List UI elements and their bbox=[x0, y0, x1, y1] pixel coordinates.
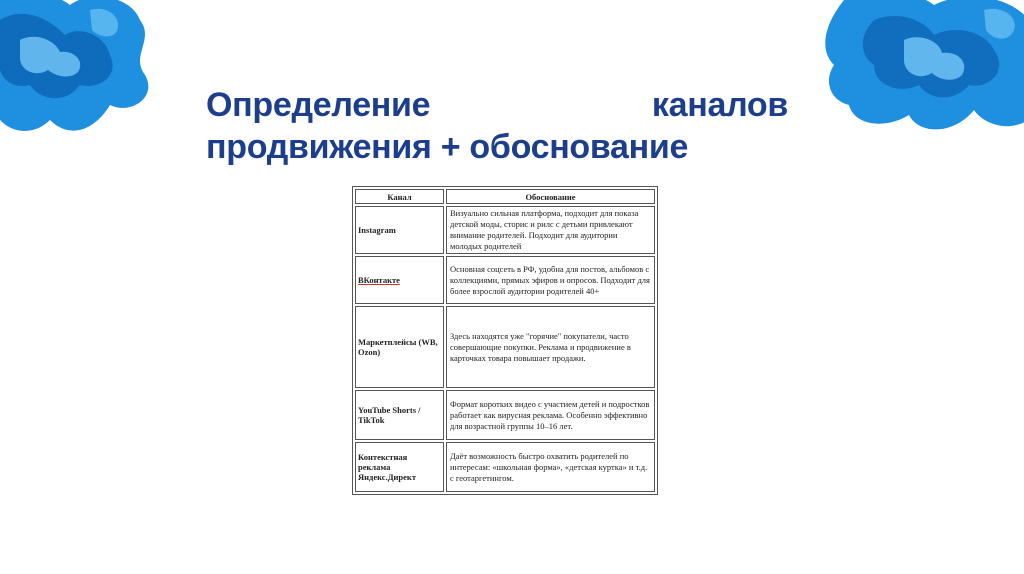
justification-cell: Здесь находятся уже "горячие" покупатели, часто совершающие покупки. Реклама и продвижение в карточках товара повышает продажи. bbox=[446, 306, 655, 388]
channel-cell: Контекстная реклама Яндекс.Директ bbox=[355, 442, 444, 492]
title-line-2: продвижения + обоснование bbox=[206, 128, 689, 166]
title-word-channels: каналов bbox=[651, 86, 788, 124]
table-header-row bbox=[355, 189, 655, 204]
channels-table-container bbox=[352, 186, 658, 495]
channel-cell: YouTube Shorts / TikTok bbox=[355, 390, 444, 440]
table-row bbox=[355, 256, 655, 304]
header-channel: Канал bbox=[355, 189, 444, 204]
justification-cell: Основная соцсеть в РФ, удобна для постов, альбомов с коллекциями, прямых эфиров и опросов. Подходит для более взрослой аудитории родителей 40+ bbox=[446, 256, 655, 304]
justification-cell: Формат коротких видео с участием детей и подростков работает как вирусная реклама. Особенно эффективно для возрастной группы 10–16 лет. bbox=[446, 390, 655, 440]
channel-cell: ВКонтакте bbox=[355, 256, 444, 304]
header-justification: Обоснование bbox=[446, 189, 655, 204]
table-row bbox=[355, 390, 655, 440]
justification-cell: Визуально сильная платформа, подходит для показа детской моды, сторис и рилс с детьми привлекают внимание родителей. Подходит для аудитории молодых родителей bbox=[446, 206, 655, 254]
channel-cell: Instagram bbox=[355, 206, 444, 254]
blue-ink-decoration-right bbox=[814, 0, 1024, 145]
table-row bbox=[355, 206, 655, 254]
slide-title bbox=[206, 84, 788, 168]
channel-cell: Маркетплейсы (WB, Ozon) bbox=[355, 306, 444, 388]
table-row bbox=[355, 306, 655, 388]
title-word-definition: Определение bbox=[206, 86, 431, 124]
table-row bbox=[355, 442, 655, 492]
blue-ink-decoration-left bbox=[0, 0, 170, 150]
channels-table bbox=[352, 186, 658, 495]
justification-cell: Даёт возможность быстро охватить родителей по интересам: «школьная форма», «детская куртка» и т.д. с геотаргетингом. bbox=[446, 442, 655, 492]
